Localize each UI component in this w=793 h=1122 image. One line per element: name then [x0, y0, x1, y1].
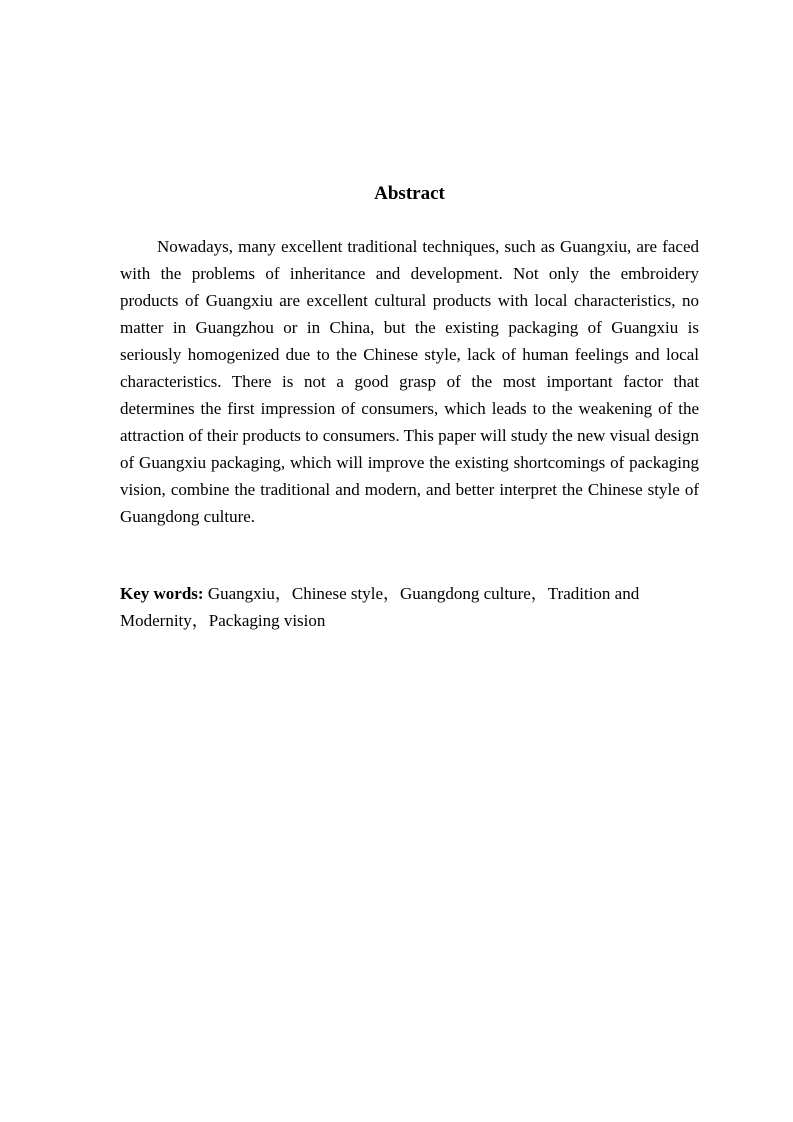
keywords-paragraph	[120, 580, 699, 634]
abstract-title: Abstract	[374, 183, 445, 204]
keywords-text: Guangxiu，Chinese style，Guangdong culture，Tradition and Modernity，Packaging vision	[120, 584, 640, 630]
abstract-body: Nowadays, many excellent traditional techniques, such as Guangxiu, are faced with the problems of inheritance and development. Not only the embroidery products of Guangxiu are excellent cultural products with local characteristics, no matter in Guangzhou or in China, but the existing packaging of Guangxiu is seriously homogenized due to the Chinese style, lack of human feelings and local characteristics. There is not a good grasp of the most important factor that determines the first impression of consumers, which leads to the weakening of the attraction of their products to consumers. This paper will study the new visual design of Guangxiu packaging, which will improve the existing shortcomings of packaging vision, combine the traditional and modern, and better interpret the Chinese style of Guangdong culture.	[120, 237, 699, 526]
keywords-label: Key words:	[120, 584, 204, 603]
